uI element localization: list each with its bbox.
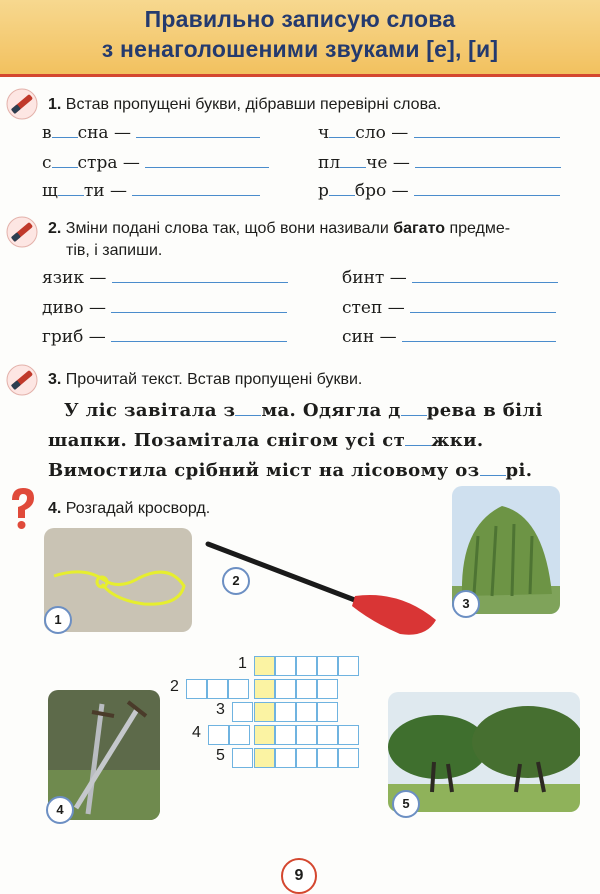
crossword-cell[interactable] xyxy=(232,748,253,768)
answer-line[interactable] xyxy=(414,181,560,196)
page-number: 9 xyxy=(281,858,317,894)
crossword-cell[interactable] xyxy=(186,679,207,699)
crossword-cell[interactable] xyxy=(296,702,317,722)
task1-row3-left: щ ти — xyxy=(42,181,260,201)
crossword-cell[interactable] xyxy=(296,725,317,745)
crossword-cell[interactable] xyxy=(338,656,359,676)
crossword-cell[interactable] xyxy=(317,748,338,768)
oak-image xyxy=(388,692,580,812)
crossword-cell[interactable] xyxy=(317,725,338,745)
task3-text: У ліс завітала з ма. Одягла д рева в білі шапки. Позамітала снігом усі ст жки. Вимостила срібний міст на лісовому оз рі. xyxy=(48,400,543,481)
answer-line[interactable] xyxy=(111,298,287,313)
answer-line[interactable] xyxy=(414,123,560,138)
answer-line[interactable] xyxy=(136,123,260,138)
crossword-number-5: 5 xyxy=(216,747,225,764)
crossword-cell[interactable] xyxy=(296,679,317,699)
page-title-line2: з ненаголошеними звуками [е], [и] xyxy=(101,36,499,62)
crossword-cell[interactable] xyxy=(317,702,338,722)
crossword-number-3: 3 xyxy=(216,701,225,718)
answer-line[interactable] xyxy=(415,153,561,168)
task1-row2-right: пл че — xyxy=(318,153,561,173)
crossword-cell[interactable] xyxy=(254,725,275,745)
crossword-cell[interactable] xyxy=(317,656,338,676)
task2-row3-left: гриб — xyxy=(42,327,287,347)
task2-row3-right: син — xyxy=(342,327,556,347)
crossword-cell[interactable] xyxy=(254,702,275,722)
task2-row1-right: бинт — xyxy=(342,268,558,288)
crossword-number-4: 4 xyxy=(192,724,201,741)
crossword-cell[interactable] xyxy=(338,725,359,745)
page-title-line1: Правильно записую слова xyxy=(144,6,456,32)
task2-row2-right: степ — xyxy=(342,298,556,318)
crossword-cell[interactable] xyxy=(228,679,249,699)
crossword-cell[interactable] xyxy=(275,679,296,699)
crossword-cell[interactable] xyxy=(232,702,253,722)
task1-row2-left: с стра — xyxy=(42,153,269,173)
task1-row1-right: ч сло — xyxy=(318,123,560,143)
crossword-cell[interactable] xyxy=(317,679,338,699)
crossword-cell[interactable] xyxy=(254,679,275,699)
task4-instruction: 4. Розгадай кросворд. xyxy=(48,500,211,517)
crossword-number-1: 1 xyxy=(238,655,247,672)
crossword-cell[interactable] xyxy=(229,725,250,745)
crossword-cell[interactable] xyxy=(275,656,296,676)
crossword-cell[interactable] xyxy=(275,702,296,722)
crossword-cell[interactable] xyxy=(254,656,275,676)
pen-icon xyxy=(4,362,40,398)
task2-instruction: 2. Зміни подані слова так, щоб вони називали багато предме- тів, і запиши. xyxy=(48,220,511,259)
question-icon xyxy=(6,486,40,530)
crossword-cell[interactable] xyxy=(296,748,317,768)
answer-line[interactable] xyxy=(145,153,269,168)
task1-instruction: 1. Встав пропущені букви, дібравши перевірні слова. xyxy=(48,96,442,113)
task2-row2-left: диво — xyxy=(42,298,287,318)
crossword-cell[interactable] xyxy=(296,656,317,676)
crossword-cell[interactable] xyxy=(207,679,228,699)
answer-line[interactable] xyxy=(412,268,558,283)
answer-line[interactable] xyxy=(402,327,556,342)
pen-icon xyxy=(4,214,40,250)
picture-number-3: 3 xyxy=(452,590,480,618)
crossword-number-2: 2 xyxy=(170,678,179,695)
picture-number-5: 5 xyxy=(392,790,420,818)
crossword-cell[interactable] xyxy=(338,748,359,768)
crossword-cell[interactable] xyxy=(275,725,296,745)
crossword-cell[interactable] xyxy=(254,748,275,768)
task1-row1-left: в сна — xyxy=(42,123,260,143)
crossword-cell[interactable] xyxy=(208,725,229,745)
picture-number-1: 1 xyxy=(44,606,72,634)
answer-line[interactable] xyxy=(112,268,288,283)
answer-line[interactable] xyxy=(132,181,260,196)
pen-icon xyxy=(4,86,40,122)
task3-instruction: 3. Прочитай текст. Встав пропущені букви. xyxy=(48,371,363,388)
answer-line[interactable] xyxy=(111,327,287,342)
picture-number-4: 4 xyxy=(46,796,74,824)
picture-number-2: 2 xyxy=(222,567,250,595)
answer-line[interactable] xyxy=(410,298,556,313)
task1-row3-right: р бро — xyxy=(318,181,560,201)
task2-row1-left: язик — xyxy=(42,268,288,288)
crossword-cell[interactable] xyxy=(275,748,296,768)
